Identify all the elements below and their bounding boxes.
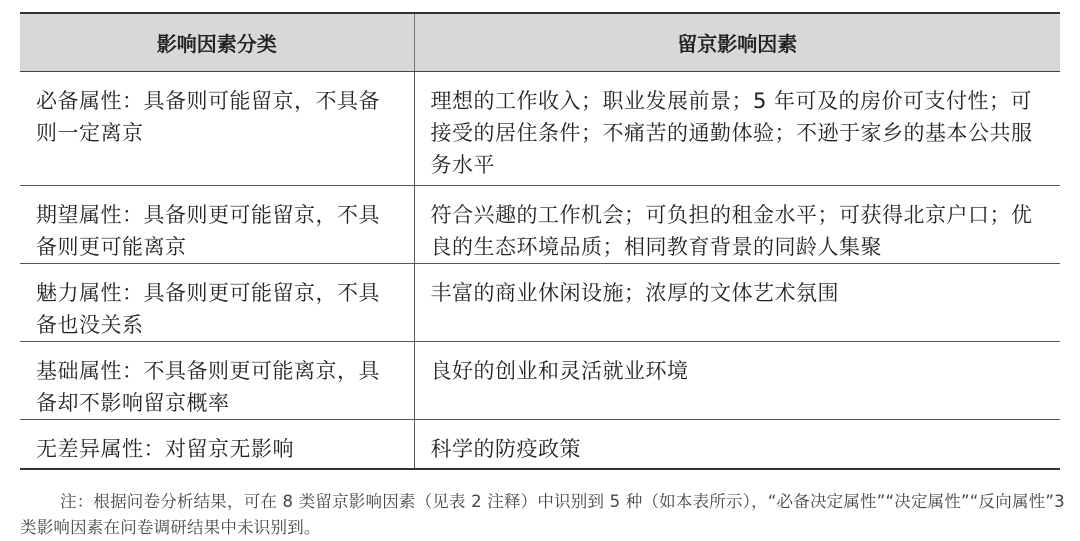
row-factors-cell: 理想的工作收入；职业发展前景；5 年可及的房价可支付性；可接受的居住条件；不痛苦的通勤体验；不逊于家乡的基本公共服务水平: [414, 71, 1060, 185]
table-body: [20, 71, 1060, 469]
row-category-cell: 必备属性：具备则可能留京，不具备则一定离京: [20, 71, 414, 185]
row-category-cell: 期望属性：具备则更可能留京，不具备则更可能离京: [20, 185, 414, 263]
table-header: [20, 13, 1060, 71]
table-footnote: 注：根据问卷分析结果，可在 8 类留京影响因素（见表 2 注释）中识别到 5 种（如本表所示），“必备决定属性”“决定属性”“反向属性”3 类影响因素在问卷调研结果中未识别到。: [20, 491, 1065, 537]
row-factors-cell: 符合兴趣的工作机会；可负担的租金水平；可获得北京户口；优良的生态环境品质；相同教育背景的同龄人集聚: [414, 185, 1060, 263]
row-category-cell: 无差异属性：对留京无影响: [20, 419, 414, 469]
table-row: [20, 185, 1060, 263]
row-factors-cell: 良好的创业和灵活就业环境: [414, 341, 1060, 419]
row-category-cell: 魅力属性：具备则更可能留京，不具备也没关系: [20, 263, 414, 341]
row-category-cell: 基础属性：不具备则更可能离京，具备却不影响留京概率: [20, 341, 414, 419]
factor-table-container: [20, 12, 1060, 470]
row-factors-cell: 丰富的商业休闲设施；浓厚的文体艺术氛围: [414, 263, 1060, 341]
table-row: [20, 341, 1060, 419]
factor-table: [20, 12, 1060, 470]
table-row: [20, 71, 1060, 185]
header-category: 影响因素分类: [20, 13, 414, 71]
row-factors-cell: 科学的防疫政策: [414, 419, 1060, 469]
header-factors: 留京影响因素: [414, 13, 1060, 71]
table-row: [20, 263, 1060, 341]
table-row: [20, 419, 1060, 469]
header-row: [20, 13, 1060, 71]
